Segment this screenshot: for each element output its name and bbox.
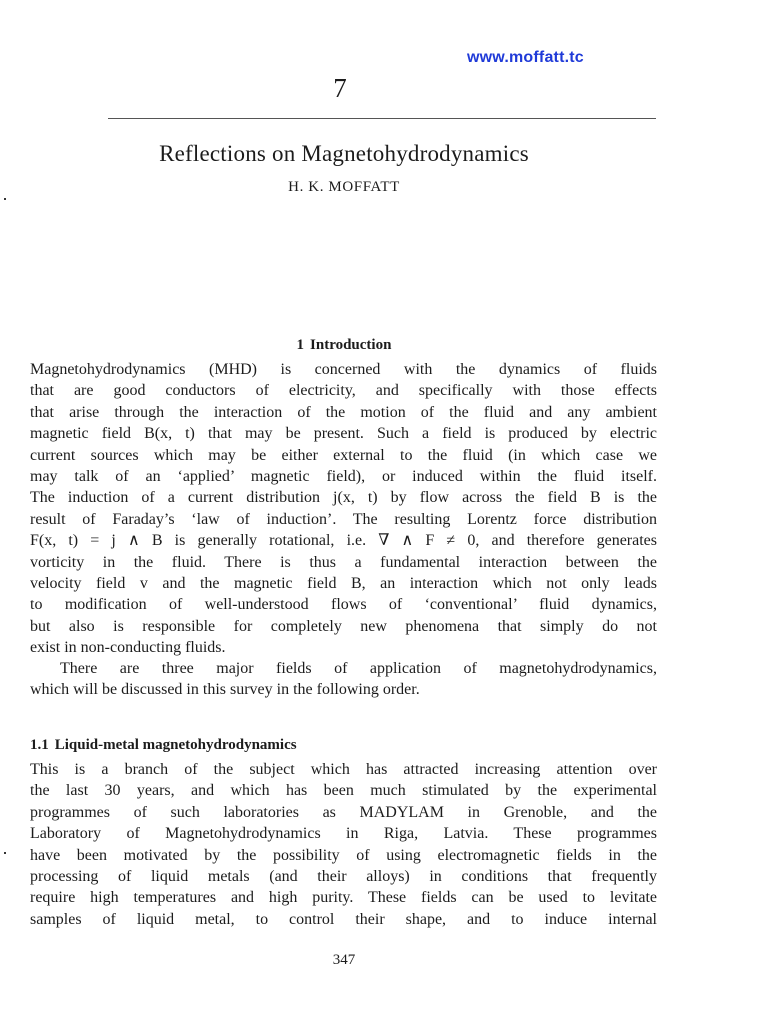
text-line: F(x, t) = j ∧ B is generally rotational, i.e. ∇ ∧ F ≠ 0, and therefore generates [30,532,657,550]
text-line: require high temperatures and high purity. These fields can be used to levitate [30,889,657,907]
section-heading [0,335,688,355]
text-line: to modification of well-understood flows of ‘conventional’ fluid dynamics, [30,596,657,614]
text-line: magnetic field B(x, t) that may be present. Such a field is produced by electric [30,425,657,443]
subsection-heading [30,735,297,755]
text-line: This is a branch of the subject which has attracted increasing attention over [30,761,657,778]
text-line: that arise through the interaction of the motion of the fluid and any ambient [30,403,657,421]
scan-speck [4,852,6,854]
subsection-title: Liquid-metal magnetohydrodynamics [54,737,297,753]
text-line: The induction of a current distribution j(x, t) by flow across the field B is the [30,489,657,507]
paragraph-introduction [30,359,657,658]
text-line: result of Faraday’s ‘law of induction’. The resulting Lorentz force distribution [30,510,657,528]
section-title: Introduction [310,337,392,353]
author-name: H. K. MOFFATT [288,179,400,195]
scan-speck [4,198,6,200]
section-number: 1 [296,337,305,353]
text-line: velocity field v and the magnetic field B, an interaction which not only leads [30,574,657,592]
text-line: but also is responsible for completely new phenomena that simply do not [30,617,657,635]
text-line: Laboratory of Magnetohydrodynamics in Riga, Latvia. These programmes [30,825,657,843]
chapter-number: 7 [333,73,347,103]
text-line: have been motivated by the possibility of using electromagnetic fields in the [30,846,657,864]
text-line: samples of liquid metal, to control their shape, and to induce internal [30,910,657,928]
text-line: programmes of such laboratories as MADYLAM in Grenoble, and the [30,803,657,821]
text-line: may talk of an ‘applied’ magnetic field), or induced within the fluid itself. [30,467,657,485]
paragraph-liquid-metal [30,759,657,930]
text-line: There are three major fields of application of magnetohydrodynamics, [60,660,657,677]
text-line: processing of liquid metals (and their alloys) in conditions that frequently [30,867,657,885]
text-line: the last 30 years, and which has been much stimulated by the experimental [30,782,657,800]
text-line: current sources which may be either external to the fluid (in which case we [30,446,657,464]
page-number: 347 [332,952,356,968]
page-title: Reflections on Magnetohydrodynamics [159,141,529,166]
paragraph-applications [30,658,657,701]
text-line: vorticity in the fluid. There is thus a fundamental interaction between the [30,553,657,571]
text-line: exist in non-conducting fluids. [30,639,226,657]
website-watermark[interactable]: www.moffatt.tc [467,49,584,66]
header-rule [108,118,656,119]
text-line: which will be discussed in this survey in the following order. [30,681,420,699]
text-line: Magnetohydrodynamics (MHD) is concerned with the dynamics of fluids [30,361,657,378]
text-line: that are good conductors of electricity, and specifically with those effects [30,382,657,400]
subsection-number: 1.1 [30,737,49,753]
